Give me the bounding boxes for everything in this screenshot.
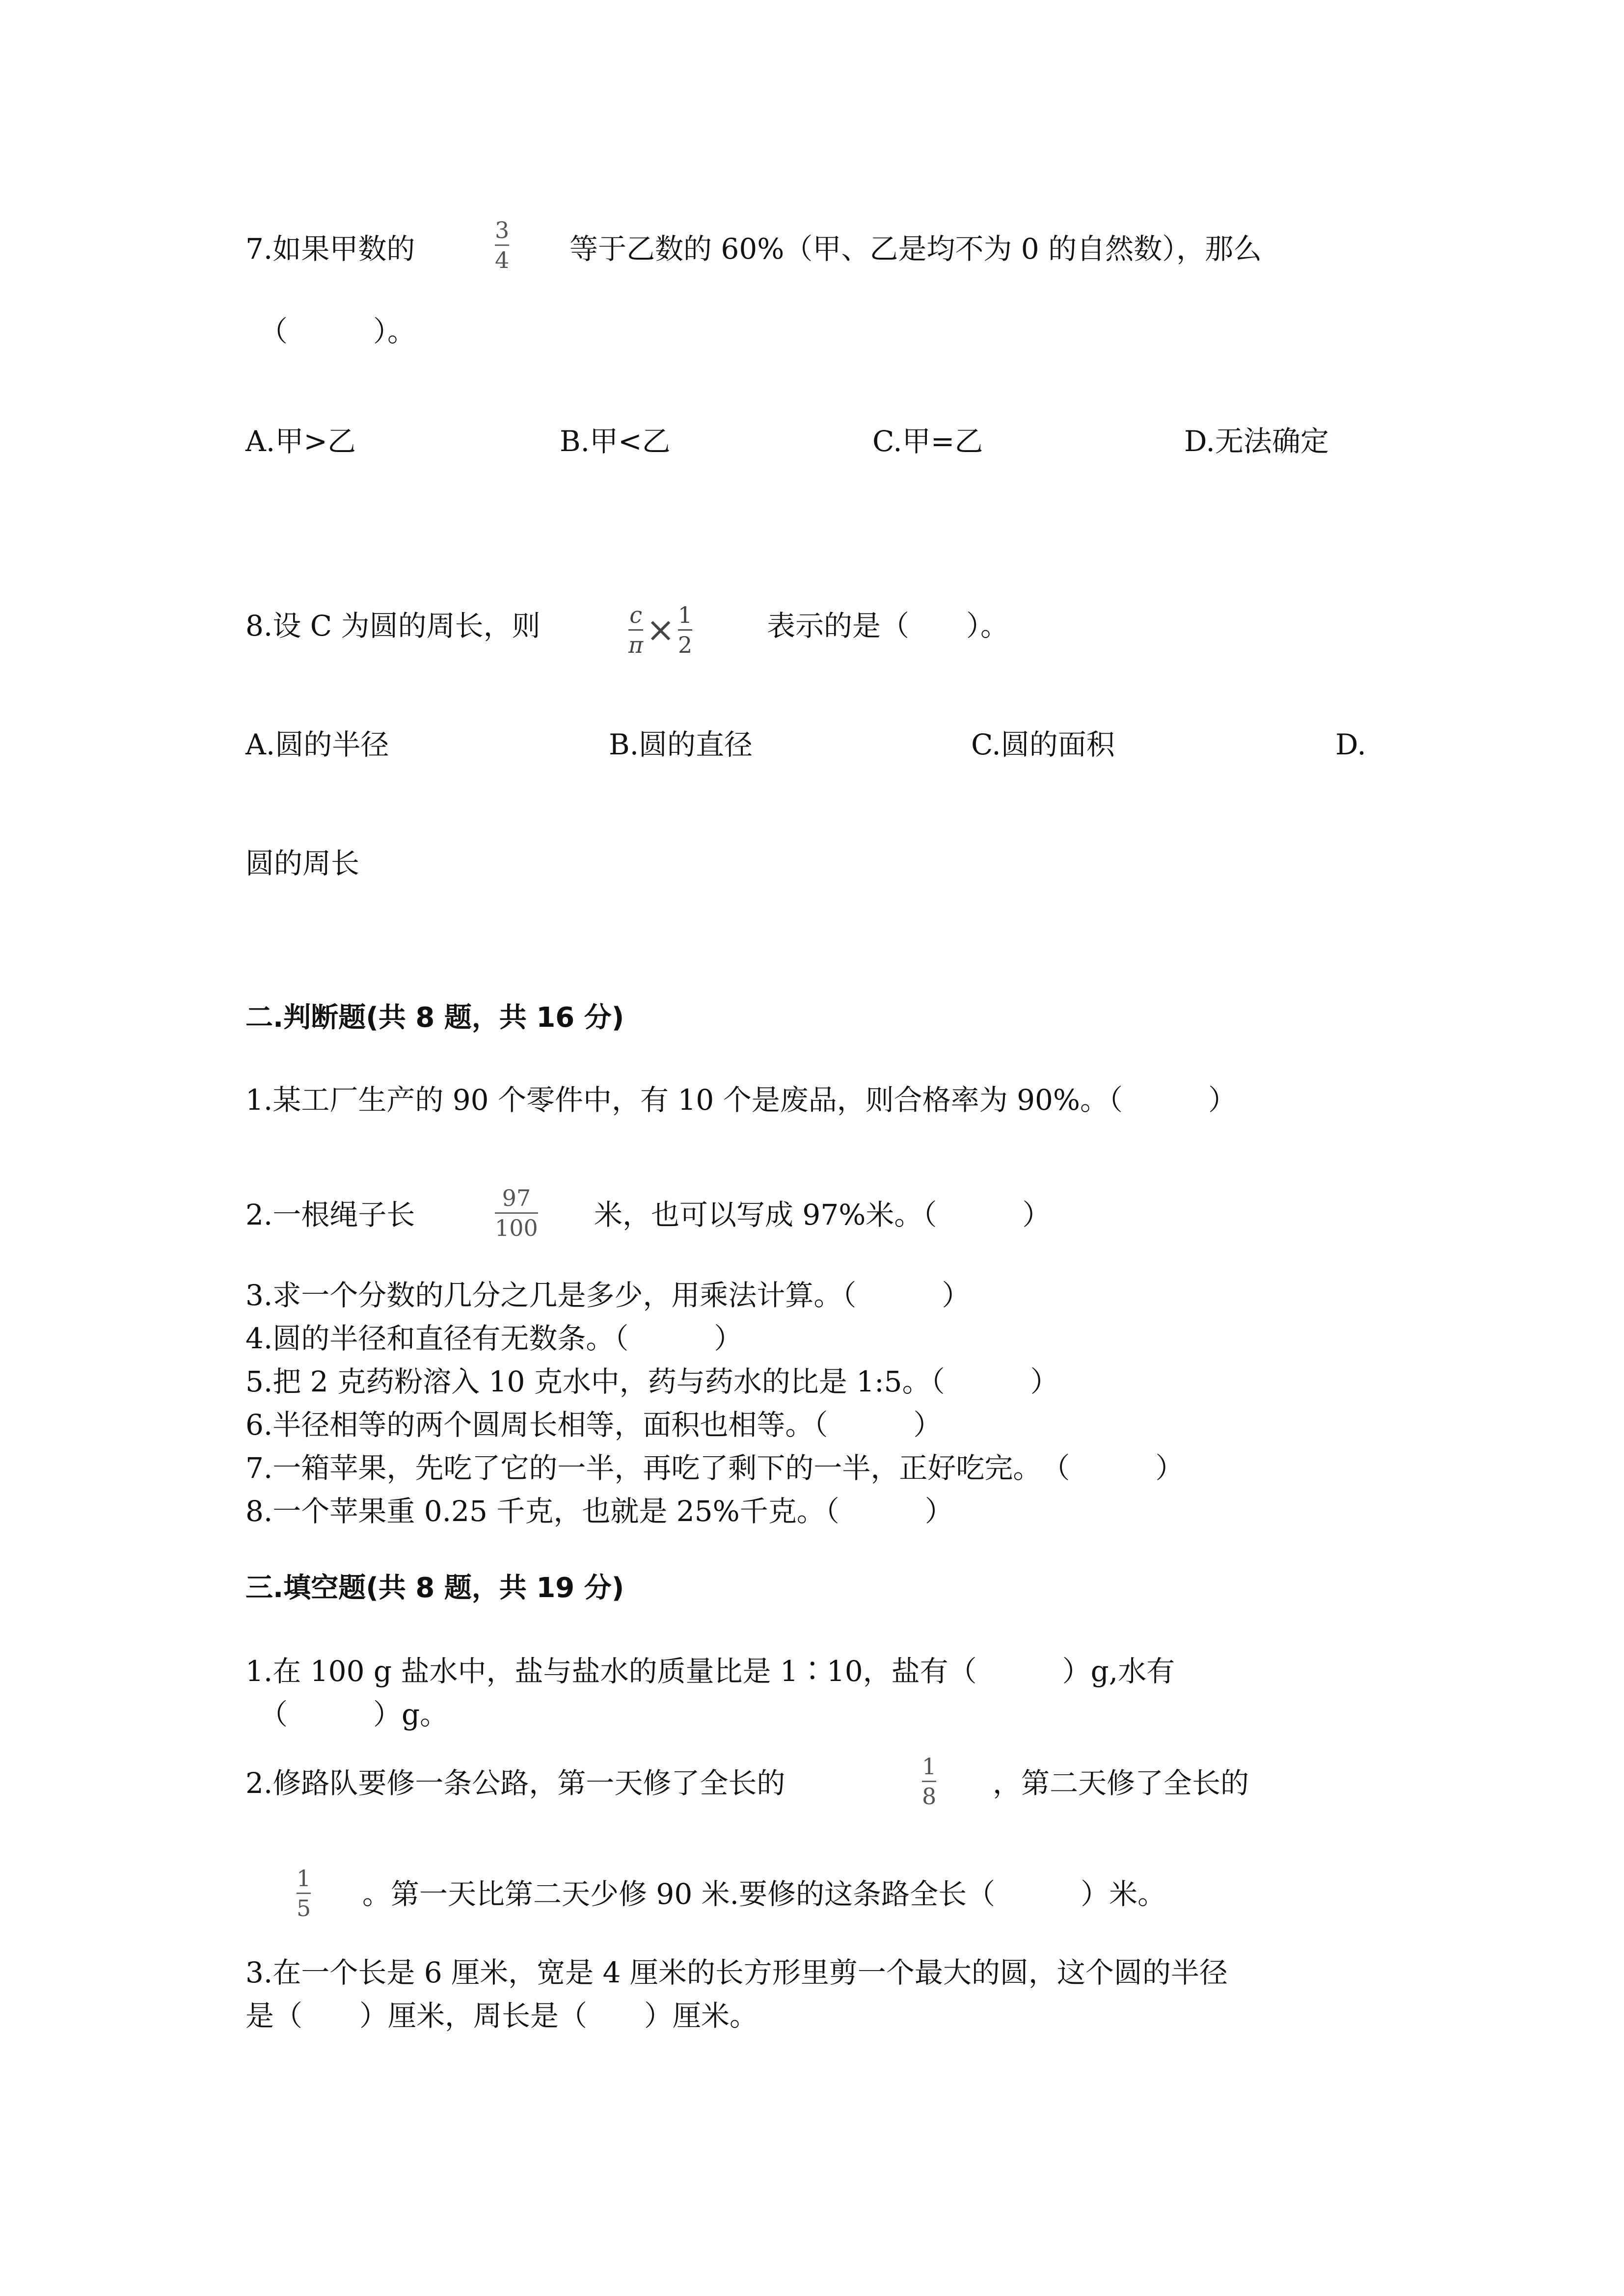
q8-expr-den: 2 <box>677 631 693 658</box>
tf-item-2-start: 2.一根绳子长 <box>245 1198 415 1231</box>
fill-q1-line2: （ ）g。 <box>259 1698 449 1731</box>
fraction-denominator: 5 <box>297 1895 311 1922</box>
q7-stem-start: 7.如果甲数的 <box>245 232 415 266</box>
q8-option-b[interactable]: B.圆的直径 <box>609 728 753 761</box>
fraction-numerator: 1 <box>922 1753 937 1780</box>
fraction-denominator: 8 <box>922 1783 937 1810</box>
q7-stem-end: 等于乙数的 60%（甲、乙是均不为 0 的自然数），那么 <box>569 232 1262 266</box>
times-symbol: × <box>646 610 675 650</box>
tf-item-5: 5.把 2 克药粉溶入 10 克水中，药与药水的比是 1:5。（ ） <box>245 1365 1059 1398</box>
fill-q2-fraction-2 <box>297 1867 311 1920</box>
q7-answer-blank: （ ）。 <box>259 315 416 348</box>
tf-item-8: 8.一个苹果重 0.25 千克，也就是 25%千克。（ ） <box>245 1495 953 1528</box>
fill-q1-line1: 1.在 100 g 盐水中，盐与盐水的质量比是 1∶10，盐有（ ）g,水有 <box>245 1655 1175 1688</box>
fraction-bar <box>678 629 692 631</box>
q7-option-a[interactable]: A.甲>乙 <box>245 425 356 458</box>
fill-q3-line2: 是（ ）厘米，周长是（ ）厘米。 <box>245 1999 758 2032</box>
tf-item-2-end: 米，也可以写成 97%米。（ ） <box>594 1198 1051 1231</box>
fill-q2-end: 。第一天比第二天少修 90 米.要修的这条路全长（ ）米。 <box>362 1877 1166 1911</box>
fraction-bar <box>495 244 509 246</box>
tf-item-4: 4.圆的半径和直径有无数条。（ ） <box>245 1322 743 1355</box>
tf-item-2-fraction <box>495 1187 538 1239</box>
section3-heading: 三.填空题(共 8 题，共 19 分) <box>245 1572 624 1604</box>
q7-fraction <box>495 219 509 271</box>
fraction-numerator: 97 <box>502 1185 531 1211</box>
q8-expression <box>628 593 692 667</box>
q7-option-d[interactable]: D.无法确定 <box>1184 425 1329 458</box>
q7-option-b[interactable]: B.甲<乙 <box>560 425 671 458</box>
fill-q3-line1: 3.在一个长是 6 厘米，宽是 4 厘米的长方形里剪一个最大的圆，这个圆的半径 <box>245 1956 1228 1989</box>
fraction-numerator: 1 <box>297 1865 311 1892</box>
q8-stem-start: 8.设 C 为圆的周长，则 <box>245 609 541 642</box>
tf-item-7: 7.一箱苹果，先吃了它的一半，再吃了剩下的一半，正好吃完。 （ ） <box>245 1451 1184 1485</box>
fill-q2-start: 2.修路队要修一条公路，第一天修了全长的 <box>245 1766 785 1800</box>
q8-option-c[interactable]: C.圆的面积 <box>971 728 1115 761</box>
tf-item-3: 3.求一个分数的几分之几是多少，用乘法计算。（ ） <box>245 1279 971 1312</box>
q7-option-c[interactable]: C.甲=乙 <box>872 425 983 458</box>
section2-heading: 二.判断题(共 8 题，共 16 分) <box>245 1002 624 1034</box>
q8-option-d-continued: 圆的周长 <box>245 847 360 880</box>
fraction-bar <box>495 1212 538 1214</box>
fill-q2-middle: ，第二天修了全长的 <box>993 1766 1249 1800</box>
q8-expr-num: 1 <box>677 601 693 628</box>
tf-item-1: 1.某工厂生产的 90 个零件中，有 10 个是废品，则合格率为 90%。（ ） <box>245 1083 1237 1117</box>
fill-q2-fraction-1 <box>922 1755 936 1808</box>
q8-stem-end: 表示的是（ ）。 <box>767 609 1009 642</box>
fraction-numerator: 3 <box>495 217 510 243</box>
q8-option-a[interactable]: A.圆的半径 <box>245 728 389 761</box>
q8-expr-pi: π <box>628 631 644 658</box>
fraction-denominator: 4 <box>495 247 510 273</box>
q8-expr-c: c <box>629 601 642 628</box>
fraction-denominator: 100 <box>495 1215 538 1241</box>
fraction-bar <box>922 1781 936 1782</box>
fraction-bar <box>628 629 643 631</box>
tf-item-6: 6.半径相等的两个圆周长相等，面积也相等。（ ） <box>245 1408 942 1442</box>
fraction-bar <box>297 1893 311 1894</box>
q8-option-d[interactable]: D. <box>1335 728 1366 761</box>
